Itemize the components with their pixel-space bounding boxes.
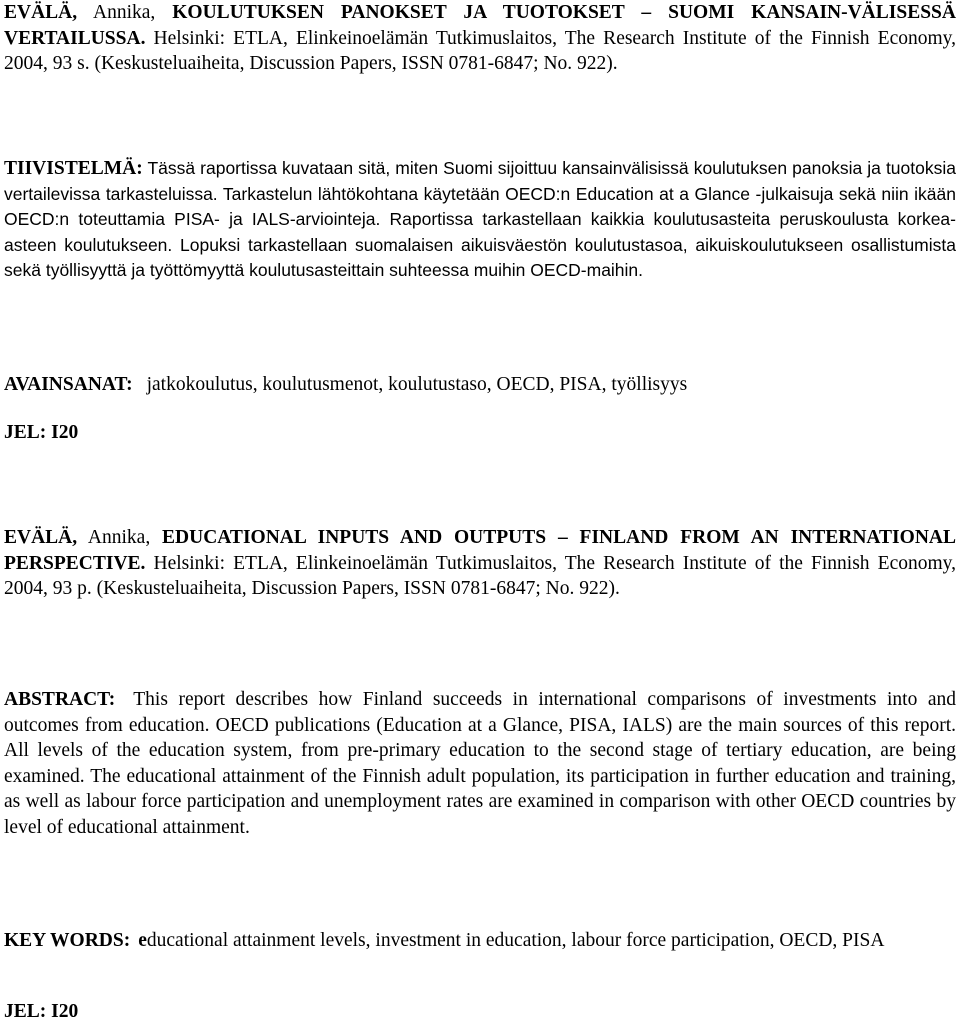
english-keywords-first-letter: e [138, 930, 147, 951]
finnish-author-first: Annika, [77, 2, 173, 23]
english-abstract-text: This report describes how Finland succeeds in international comparisons of investments into and outcomes from education. OECD publications (Education at a Glance, PISA, IALS) are the main sources of this report. All levels of the education system, from pre-primary education to the second stage of tertiary education, are being examined. The educational attainment of the Finnish adult population, its participation in further education and training, as well as labour force participation and unemployment rates are examined in comparison with other OECD countries by level of educational attainment. [4, 689, 956, 838]
finnish-title: KOULUTUKSEN PANOKSET JA TUOTOKSET – SUOMI KANSAIN-VÄLISESSÄ VERTAILUSSA. [4, 2, 956, 49]
english-keywords [4, 928, 956, 954]
finnish-keywords-label: AVAINSANAT: [4, 374, 133, 395]
english-author-first: Annika, [77, 527, 163, 548]
finnish-keywords-text: jatkokoulutus, koulutusmenot, koulutustaso, OECD, PISA, työllisyys [146, 374, 688, 395]
english-keywords-text: ducational attainment levels, investment in education, labour force participation, OECD, PISA [146, 930, 885, 951]
finnish-keywords [4, 372, 956, 398]
english-jel-code: JEL: I20 [4, 1001, 79, 1022]
finnish-abstract [4, 156, 956, 284]
finnish-jel [4, 420, 956, 446]
english-citation [4, 525, 956, 602]
english-author: EVÄLÄ, [4, 527, 78, 548]
finnish-jel-code: JEL: I20 [4, 422, 79, 443]
english-publisher: Helsinki: ETLA, Elinkeinoelämän Tutkimuslaitos, The Research Institute of the Finnish Economy, 2004, 93 p. (Keskusteluaiheita, Discussion Papers, ISSN 0781-6847; No. 922). [4, 552, 956, 599]
english-jel [4, 999, 956, 1025]
english-abstract [4, 687, 956, 840]
finnish-abstract-label: TIIVISTELMÄ: [4, 158, 143, 179]
english-title: EDUCATIONAL INPUTS AND OUTPUTS – FINLAND FROM AN INTERNATIONAL PERSPECTIVE. [4, 527, 956, 574]
finnish-citation [4, 0, 956, 77]
finnish-abstract-text: Tässä raportissa kuvataan sitä, miten Suomi sijoittuu kansainvälisissä koulutuksen panoksia ja tuotoksia vertailevissa tarkasteluissa. Tarkastelun lähtökohtana käytetään OECD:n Education at a Glance -julkaisuja sekä niin ikään OECD:n toteuttamia PISA- ja IALS-arviointeja. Raportissa tarkastellaan kaikkia koulutusasteita peruskoulusta korkea-asteen koulutukseen. Lopuksi tarkastellaan suomalaisen aikuisväestön koulutustasoa, aikuiskoulutukseen osallistumista sekä työllisyyttä ja työttömyyttä koulutusasteittain suhteessa muihin OECD-maihin. [4, 158, 956, 280]
english-keywords-label: KEY WORDS: [4, 930, 131, 951]
finnish-publisher: Helsinki: ETLA, Elinkeinoelämän Tutkimuslaitos, The Research Institute of the Finnish Economy, 2004, 93 s. (Keskusteluaiheita, Discussion Papers, ISSN 0781-6847; No. 922). [4, 27, 956, 74]
english-abstract-label: ABSTRACT: [4, 689, 116, 710]
finnish-author: EVÄLÄ, [4, 2, 78, 23]
